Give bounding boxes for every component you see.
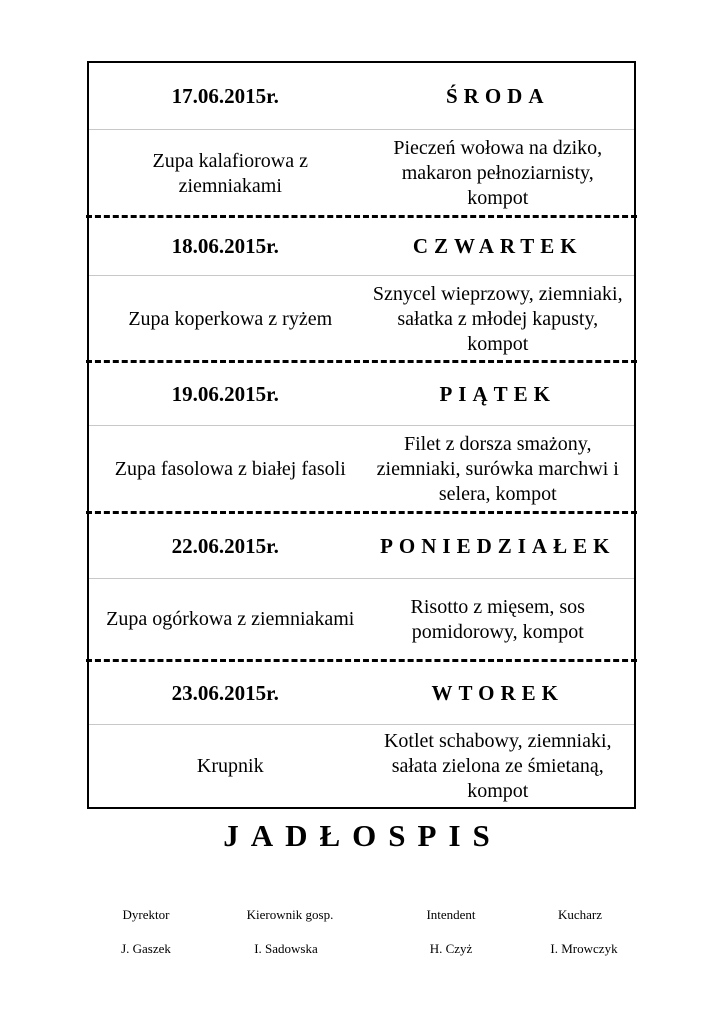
- main-dish: Pieczeń wołowa na dziko, makaron pełnoziarnisty, kompot: [393, 137, 603, 209]
- weekday-label: PIĄTEK: [439, 381, 556, 406]
- date-label: 18.06.2015r.: [171, 234, 279, 258]
- date-row: [89, 662, 634, 724]
- soup-dish: Zupa ogórkowa z ziemniakami: [106, 608, 355, 630]
- page-title: JADŁOSPIS: [223, 818, 502, 853]
- main-dish: Sznycel wieprzowy, ziemniaki, sałatka z młodej kapusty, kompot: [372, 282, 623, 355]
- signature-name: I. Sadowska: [254, 941, 318, 956]
- food-row: [89, 426, 634, 512]
- signature-role: Kucharz: [557, 907, 603, 922]
- main-dish: Risotto z mięsem, sos pomidorowy, kompot: [410, 595, 585, 643]
- signature-role: Dyrektor: [122, 907, 170, 922]
- date-row: [89, 363, 634, 425]
- soup-dish: Zupa koperkowa z ryżem: [128, 307, 333, 330]
- signature-name: I. Mrowczyk: [550, 941, 618, 956]
- food-row: [89, 579, 634, 660]
- date-label: 19.06.2015r.: [171, 381, 279, 406]
- food-row: [89, 725, 634, 807]
- date-label: 22.06.2015r.: [171, 533, 279, 558]
- signature-name: H. Czyż: [429, 941, 473, 956]
- weekday-label: CZWARTEK: [412, 234, 583, 258]
- signature-role: Intendent: [426, 907, 476, 922]
- weekday-label: PONIEDZIAŁEK: [380, 533, 616, 558]
- food-row: [89, 276, 634, 362]
- signature-role: Kierownik gosp.: [246, 907, 334, 922]
- date-row: [89, 514, 634, 578]
- weekday-label: WTOREK: [431, 680, 564, 705]
- food-row: [89, 130, 634, 217]
- date-row: [89, 63, 634, 129]
- soup-dish: Krupnik: [196, 754, 264, 777]
- menu-table: [87, 61, 636, 809]
- soup-dish: Zupa kalafiorowa z ziemniakami: [152, 149, 308, 197]
- date-row: [89, 218, 634, 275]
- main-dish: Kotlet schabowy, ziemniaki, sałata zielona ze śmietaną, kompot: [383, 729, 612, 802]
- weekday-label: ŚRODA: [445, 83, 550, 108]
- date-label: 23.06.2015r.: [171, 680, 279, 705]
- soup-dish: Zupa fasolowa z białej fasoli: [114, 457, 346, 480]
- date-label: 17.06.2015r.: [171, 83, 279, 108]
- signature-name: J. Gaszek: [121, 941, 171, 956]
- main-dish: Filet z dorsza smażony, ziemniaki, surówka marchwi i selera, kompot: [376, 432, 619, 505]
